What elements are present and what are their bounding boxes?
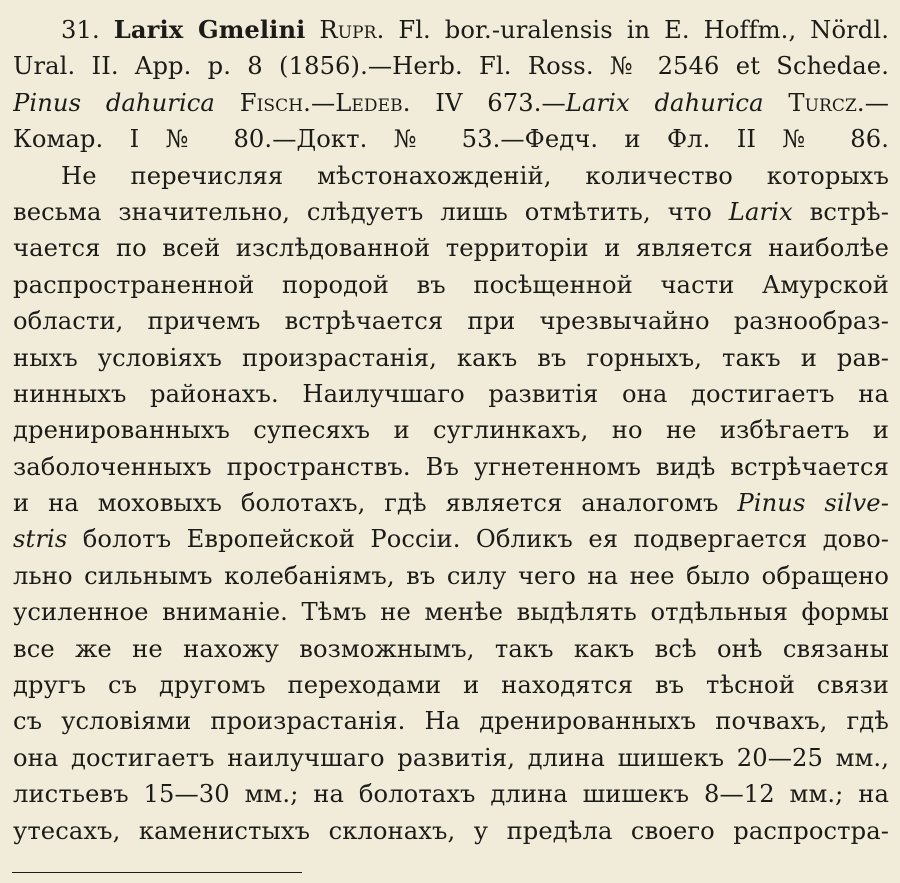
paragraph-line-10 xyxy=(13,485,889,521)
paragraph-line-1: Не перечисляя мѣстонахожденій, количество которыхъ xyxy=(61,161,889,190)
paragraph-line-5: области, причемъ встрѣчается при чрезвычайно разнообраз- xyxy=(13,307,889,336)
paragraph-line-2-end: встрѣ- xyxy=(809,197,889,226)
paragraph-line-4: распространенной породой въ посѣщенной части Амурской xyxy=(13,270,889,299)
paragraph-line-18: листьевъ 15—30 мм.; на болотахъ длина шишекъ 8—12 мм.; на xyxy=(13,780,889,809)
synonym-2-author: Turcz.— xyxy=(788,88,889,117)
paragraph-line-13: усиленное вниманіе. Тѣмъ не менѣе выдѣлять отдѣльныя формы xyxy=(13,598,889,627)
species-name: Larix Gmelini xyxy=(113,15,306,44)
description-paragraph xyxy=(13,158,889,849)
paragraph-line-9: заболоченныхъ пространствъ. Въ угнетенномъ видѣ встрѣчается xyxy=(13,452,889,481)
entry-line-4: Комар. I № 80.—Докт. № 53.—Федч. и Фл. II № 86. xyxy=(13,125,889,154)
species-pinus-silvestris-part1: Pinus silve- xyxy=(737,489,889,518)
paragraph-line-2-text: весьма значительно, слѣдуетъ лишь отмѣтить, что xyxy=(13,197,712,226)
genus-larix: Larix xyxy=(728,197,793,226)
entry-line-3 xyxy=(13,85,889,121)
paragraph-line-10-text: и на моховыхъ болотахъ, гдѣ является аналогомъ xyxy=(13,489,719,518)
paragraph-line-8: дренированныхъ супесяхъ и суглинкахъ, но не избѣгаетъ и xyxy=(13,416,889,445)
paragraph-line-12: льно сильнымъ колебаніямъ, въ силу чего на нее было обращено xyxy=(13,561,889,590)
paragraph-line-3: чается по всей изслѣдованной территоріи и является наиболѣе xyxy=(13,234,889,263)
paragraph-line-6: ныхъ условіяхъ произрастанія, какъ въ горныхъ, такъ и рав- xyxy=(13,343,889,372)
species-entry-header xyxy=(13,12,889,158)
paragraph-line-15: другъ съ другомъ переходами и находятся въ тѣсной связи xyxy=(13,671,889,700)
entry-line-1 xyxy=(13,12,889,48)
paragraph-line-17: она достигаетъ наилучшаго развитія, длина шишекъ 20—25 мм., xyxy=(13,743,889,772)
synonym-1-authors: Fisch.—Ledeb. IV 673.— xyxy=(239,88,566,117)
synonym-2: Larix dahurica xyxy=(565,88,764,117)
species-pinus-silvestris-part2: stris xyxy=(13,525,68,554)
entry-citation: Fl. bor.-uralensis in E. Hoffm., Nördl. xyxy=(398,16,889,44)
entry-number: 31. xyxy=(61,16,100,44)
paragraph-line-11-text: болотъ Европейской Россіи. Обликъ ея подвергается дово- xyxy=(82,525,889,554)
paragraph-line-14: все же не нахожу возможнымъ, такъ какъ всѣ онѣ связаны xyxy=(13,634,889,663)
paragraph-line-7: нинныхъ районахъ. Наилучшаго развитія она достигаетъ на xyxy=(13,379,889,408)
paragraph-line-11 xyxy=(13,521,889,557)
paragraph-line-2 xyxy=(13,194,889,230)
footnote-rule xyxy=(12,872,302,873)
paragraph-line-19: утесахъ, каменистыхъ склонахъ, у предѣла своего распростра- xyxy=(13,816,889,845)
species-author: Rupr. xyxy=(319,16,385,44)
synonym-1: Pinus dahurica xyxy=(13,88,215,117)
paragraph-line-16: съ условіями произрастанія. На дренированныхъ почвахъ, гдѣ xyxy=(13,707,889,736)
entry-line-2: Ural. II. App. p. 8 (1856).—Herb. Fl. Ross. № 2546 et Schedae. xyxy=(13,52,889,81)
